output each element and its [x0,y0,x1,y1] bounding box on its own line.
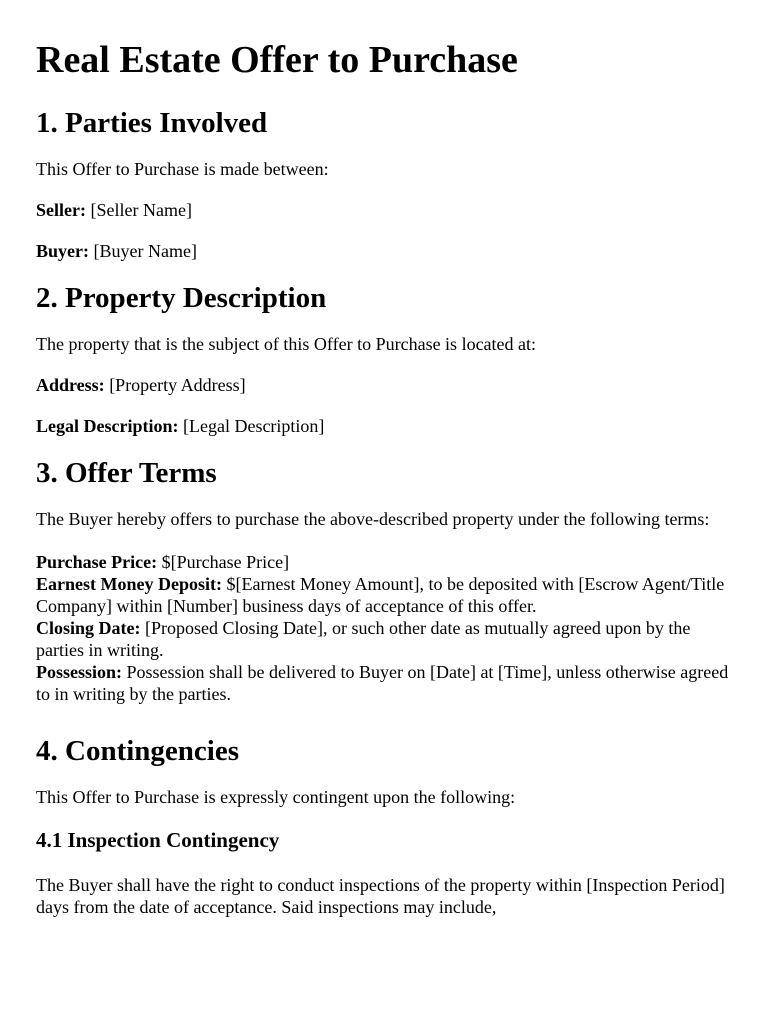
section-contingencies [36,734,734,918]
section-intro: The property that is the subject of this Offer to Purchase is located at: [36,334,537,354]
possession-line [36,661,734,705]
document-title: Real Estate Offer to Purchase [36,39,518,81]
buyer-value: [Buyer Name] [89,241,197,261]
section-heading: 3. Offer Terms [36,457,217,489]
address-line [36,374,734,396]
buyer-label: Buyer: [36,241,89,261]
closing-date-line [36,617,734,661]
purchase-price-value: $[Purchase Price] [157,552,290,572]
section-intro: This Offer to Purchase is made between: [36,159,329,179]
buyer-line [36,240,734,262]
address-value: [Property Address] [104,375,246,395]
seller-line [36,199,734,221]
section-intro: The Buyer hereby offers to purchase the above-described property under the following terms: [36,509,710,529]
section-heading: 1. Parties Involved [36,107,268,139]
section-property [36,281,734,437]
terms-list [36,551,734,705]
possession-label: Possession: [36,662,123,682]
section-heading: 4. Contingencies [36,735,239,767]
subsection-heading: 4.1 Inspection Contingency [36,828,280,852]
section-parties [36,106,734,262]
earnest-deposit-value: $[Earnest Money Amount], to be deposited with [Escrow Agent/Title Company] within [Number] business days of acceptance of this offer. [36,574,725,616]
section-intro: This Offer to Purchase is expressly contingent upon the following: [36,787,516,807]
purchase-price-label: Purchase Price: [36,552,158,572]
legal-description-value: [Legal Description] [178,416,325,436]
purchase-price-line [36,551,734,573]
seller-label: Seller: [36,200,86,220]
possession-value: Possession shall be delivered to Buyer on [Date] at [Time], unless otherwise agreed to in writing by the parties. [36,662,729,704]
earnest-deposit-line [36,573,734,617]
earnest-deposit-label: Earnest Money Deposit: [36,574,222,594]
section-offer-terms [36,456,734,705]
inspection-text: The Buyer shall have the right to conduct inspections of the property within [Inspection Period] days from the date of acceptance. Said inspections may include, [36,875,725,917]
closing-date-value: [Proposed Closing Date], or such other date as mutually agreed upon by the parties in writing. [36,618,691,660]
legal-description-line [36,415,734,437]
address-label: Address: [36,375,105,395]
section-heading: 2. Property Description [36,282,327,314]
legal-description-label: Legal Description: [36,416,179,436]
seller-value: [Seller Name] [85,200,192,220]
closing-date-label: Closing Date: [36,618,141,638]
